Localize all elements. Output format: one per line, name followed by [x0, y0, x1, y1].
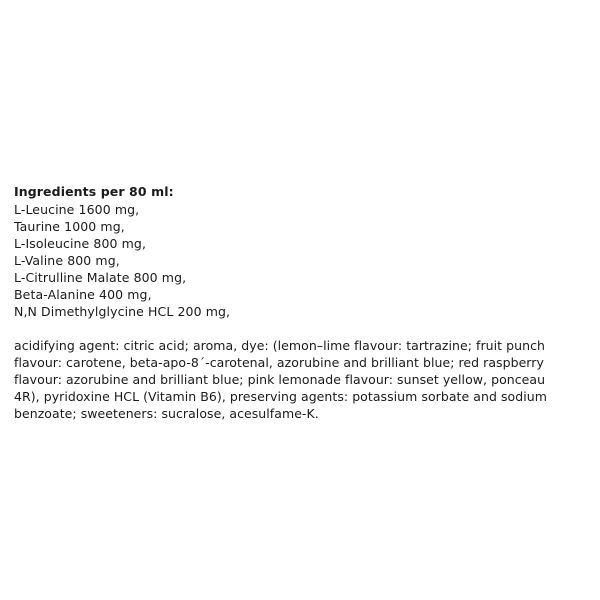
additives-paragraph: acidifying agent: citric acid; aroma, dye: (lemon–lime flavour: tartrazine; fruit punch flavour: carotene, beta-apo-8´-carotenal, azorubine and brilliant blue; red raspberry flavour: azorubine and brilliant blue; pink lemonade flavour: sunset yellow, ponceau 4R), pyridoxine HCL (Vitamin B6), preserving agents: potassium sorbate and sodium benzoate; sweeteners: sucralose, acesulfame-K.: [14, 338, 547, 421]
list-item: N,N Dimethylglycine HCL 200 mg,: [14, 304, 231, 319]
ingredients-heading: Ingredients per 80 ml:: [14, 184, 174, 199]
list-item: Taurine 1000 mg,: [14, 219, 125, 234]
list-item: L-Valine 800 mg,: [14, 253, 120, 268]
ingredients-block: [14, 183, 586, 422]
list-item: Beta-Alanine 400 mg,: [14, 287, 152, 302]
list-item: L-Leucine 1600 mg,: [14, 202, 140, 217]
ingredients-list: [14, 201, 586, 320]
list-item: L-Citrulline Malate 800 mg,: [14, 270, 187, 285]
list-item: L-Isoleucine 800 mg,: [14, 236, 147, 251]
section-spacer: [14, 320, 586, 337]
